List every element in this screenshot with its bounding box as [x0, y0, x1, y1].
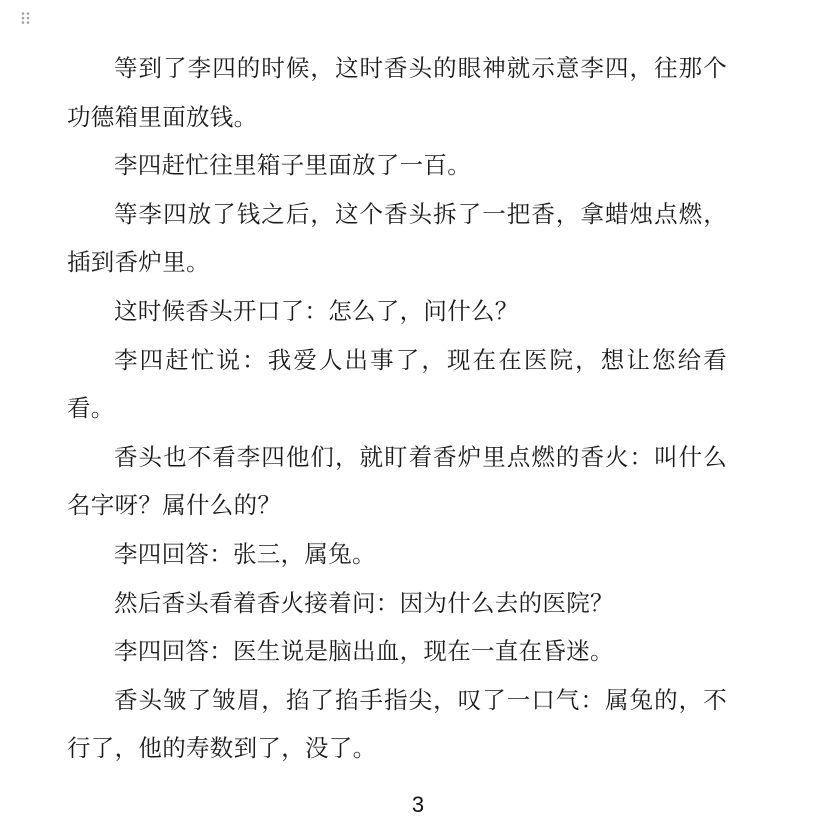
paragraph: 李四回答：张三，属兔。: [114, 539, 376, 568]
paragraph: 等李四放了钱之后，这个香头拆了一把香，拿蜡烛点燃，插到香炉里。: [67, 199, 727, 277]
paragraph: 等到了李四的时候，这时香头的眼神就示意李四，往那个功德箱里面放钱。: [67, 54, 727, 131]
page-number: 3: [411, 792, 425, 817]
paragraph: 李四赶忙往里箱子里面放了一百。: [114, 151, 471, 180]
paragraph: 李四回答：医生说是脑出血，现在一直在昏迷。: [114, 637, 614, 666]
paragraph: 这时候香头开口了：怎么了，问什么？: [114, 296, 519, 325]
paragraph: 香头皱了皱眉，掐了掐手指尖，叹了一口气：属兔的，不行了，他的寿数到了，没了。: [67, 685, 727, 763]
paragraph: 香头也不看李四他们，就盯着香炉里点燃的香火：叫什么名字呀？属什么的？: [67, 442, 727, 520]
paragraph: 然后香头看着香火接着问：因为什么去的医院？: [114, 588, 614, 617]
paragraph: 李四赶忙说：我爱人出事了，现在在医院，想让您给看看。: [67, 345, 727, 423]
document-body: [67, 44, 727, 773]
drag-handle-icon[interactable]: [20, 11, 32, 27]
